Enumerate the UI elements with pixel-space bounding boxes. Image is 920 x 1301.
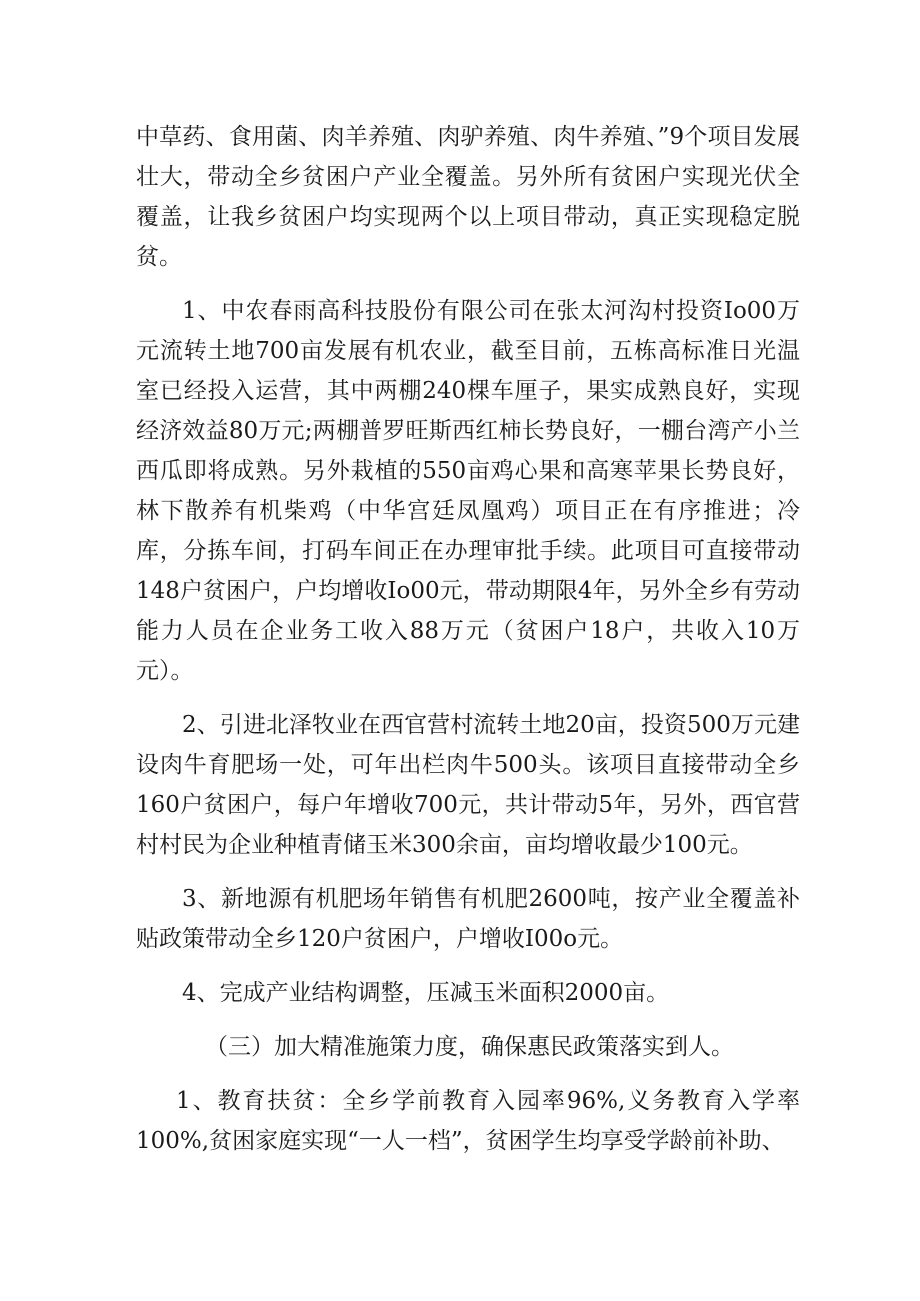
section-heading-3: （三）加大精准施策力度，确保惠民政策落实到人。 — [205, 1034, 734, 1060]
paragraph-education: 1、教育扶贫：全乡学前教育入园率96%,义务教育入学率100%,贫困家庭实现“一人一档”，贫困学生均享受学龄前补助、 — [136, 1088, 800, 1154]
paragraph-industry-summary: 中草药、食用菌、肉羊养殖、肉驴养殖、肉牛养殖、”9个项目发展壮大，带动全乡贫困户产业全覆盖。另外所有贫困户实现光伏全覆盖，让我乡贫困户均实现两个以上项目带动，真正实现稳定脱贫。 — [136, 124, 800, 270]
paragraph-item-1-zhongnong: 1、中农春雨高科技股份有限公司在张太河沟村投资Io00万元流转土地700亩发展有机农业，截至目前，五栋高标准日光温室已经投入运营，其中两棚240棵车厘子，果实成熟良好，实现经济效益80万元;两棚普罗旺斯西红柿长势良好，一棚台湾产小兰西瓜即将成熟。另外栽植的550亩鸡心果和高寒苹果长势良好，林下散养有机柴鸡（中华宫廷凤凰鸡）项目正在有序推进；冷库，分拣车间，打码车间正在办理审批手续。此项目可直接带动148户贫困户，户均增收Io00元，带动期限4年，另外全乡有劳动能力人员在企业务工收入88万元（贫困户18户，共收入10万元）。 — [136, 298, 800, 684]
paragraph-item-2-beize: 2、引进北泽牧业在西官营村流转土地20亩，投资500万元建设肉牛育肥场一处，可年出栏肉牛500头。该项目直接带动全乡160户贫困户，每户年增收700元，共计带动5年，另外，西官营村村民为企业种植青储玉米300余亩，亩均增收最少100元。 — [136, 712, 800, 858]
paragraph-item-4-restructure: 4、完成产业结构调整，压减玉米面积2000亩。 — [182, 980, 670, 1006]
document-body — [136, 117, 800, 1161]
paragraph-item-3-fertilizer: 3、新地源有机肥场年销售有机肥2600吨，按产业全覆盖补贴政策带动全乡120户贫困户，户增收I00o元。 — [136, 886, 800, 952]
